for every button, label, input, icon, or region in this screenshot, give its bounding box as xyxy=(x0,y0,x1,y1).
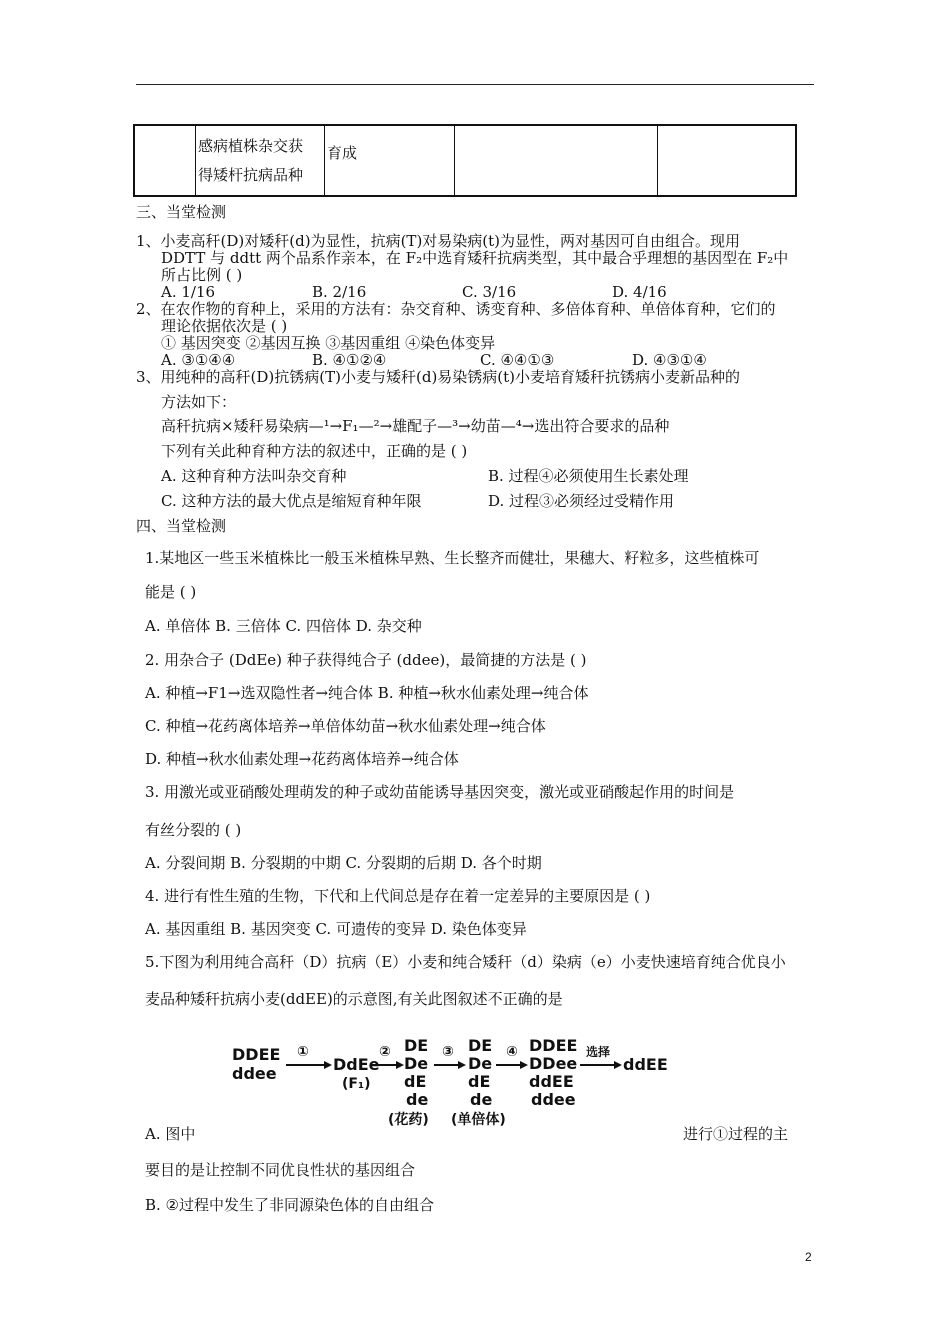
haploid-genotype: DE xyxy=(468,1036,493,1055)
option-c: C. ④④①③ xyxy=(480,351,555,369)
select-label: 选择 xyxy=(586,1045,611,1059)
question-text: 2、在农作物的育种上，采用的方法有：杂交育种、诱变育种、多倍体育种、单倍体育种，它们的 xyxy=(136,300,776,318)
question-text: 3. 用激光或亚硝酸处理萌发的种子或幼苗能诱导基因突变，激光或亚硝酸起作用的时间是 xyxy=(145,783,735,801)
options-line: A. 单倍体 B. 三倍体 C. 四倍体 D. 杂交种 xyxy=(145,617,422,635)
question-text: DDTT 与 ddtt 两个品系作亲本，在 F₂中选育矮秆抗病类型，其中最合乎理想的基因型在 F₂中 xyxy=(161,249,789,267)
haploid-genotype: De xyxy=(468,1054,493,1073)
parent-top: DDEE xyxy=(232,1045,281,1064)
arrow-4-head xyxy=(520,1061,528,1069)
result-genotype: ddEE xyxy=(623,1055,668,1074)
options-line: A. 种植→F1→选双隐性者→纯合体 B. 种植→秋水仙素处理→纯合体 xyxy=(145,684,589,702)
section-heading: 四、当堂检测 xyxy=(136,517,227,535)
option-b: B. ④①②④ xyxy=(312,351,387,369)
doubled-genotype: ddee xyxy=(531,1090,576,1109)
question-text: 能是 ( ) xyxy=(145,583,197,601)
haploid-genotype: dE xyxy=(468,1072,491,1091)
question-text: ① 基因突变 ②基因互换 ③基因重组 ④染色体变异 xyxy=(161,334,496,352)
section-heading: 三、当堂检测 xyxy=(136,203,227,221)
question-text: 5.下图为利用纯合高秆（D）抗病（E）小麦和纯合矮秆（d）染病（e）小麦快速培育纯合优良小 xyxy=(145,953,786,971)
options-line: D. 种植→秋水仙素处理→花药离体培养→纯合体 xyxy=(145,750,459,768)
option-a: A. 1/16 xyxy=(161,283,216,301)
parent-bottom: ddee xyxy=(232,1064,277,1083)
haploid-genotype: de xyxy=(470,1090,493,1109)
question-text: 1.某地区一些玉米植株比一般玉米植株早熟、生长整齐而健壮，果穗大、籽粒多，这些植株可 xyxy=(145,549,760,567)
question-text: 4. 进行有性生殖的生物，下代和上代间总是存在着一定差异的主要原因是 ( ) xyxy=(145,887,651,905)
doubled-genotype: DDEE xyxy=(529,1036,578,1055)
doubled-genotype: DDee xyxy=(529,1054,578,1073)
step-3-label: ③ xyxy=(442,1044,454,1060)
page-number: 2 xyxy=(805,1250,812,1264)
f1-genotype: DdEe xyxy=(333,1055,380,1074)
option-a-right: 进行①过程的主 xyxy=(683,1125,789,1143)
option-a: A. ③①④④ xyxy=(161,351,236,369)
pollen-label: (花药) xyxy=(388,1112,429,1128)
question-text: 1、小麦高秆(D)对矮秆(d)为显性，抗病(T)对易染病(t)为显性，两对基因可自由组合。现用 xyxy=(136,232,741,250)
step-2-label: ② xyxy=(379,1044,391,1060)
option-b: B. 2/16 xyxy=(312,283,367,301)
header-rule xyxy=(136,84,814,85)
question-text: 方法如下： xyxy=(161,393,237,411)
step-1-label: ① xyxy=(297,1044,309,1060)
question-text: 有丝分裂的 ( ) xyxy=(145,821,242,839)
option-d: D. 4/16 xyxy=(612,283,667,301)
option-b: B. 过程④必须使用生长素处理 xyxy=(488,467,689,485)
question-text: 3、用纯种的高秆(D)抗锈病(T)小麦与矮秆(d)易染锈病(t)小麦培育矮秆抗锈病小麦新品种的 xyxy=(136,368,741,386)
table-cell-empty xyxy=(134,125,196,196)
breeding-diagram xyxy=(228,1036,678,1128)
question-text: 2. 用杂合子 (DdEe) 种子获得纯合子 (ddee)，最简捷的方法是 ( ) xyxy=(145,651,587,669)
option-b: B. ②过程中发生了非同源染色体的自由组合 xyxy=(145,1196,435,1214)
arrow-5-head xyxy=(614,1061,622,1069)
option-c: C. 这种方法的最大优点是缩短育种年限 xyxy=(161,492,422,510)
option-a-cont: 要目的是让控制不同优良性状的基因组合 xyxy=(145,1161,416,1179)
continued-table xyxy=(133,124,797,197)
pollen-genotype: dE xyxy=(404,1072,427,1091)
pollen-genotype: De xyxy=(404,1054,429,1073)
arrow-1-head xyxy=(324,1061,332,1069)
options-line: A. 基因重组 B. 基因突变 C. 可遗传的变异 D. 染色体变异 xyxy=(145,920,527,938)
option-d: D. ④③①④ xyxy=(632,351,707,369)
arrow-3-head xyxy=(458,1061,466,1069)
option-a: A. 这种育种方法叫杂交育种 xyxy=(161,467,347,485)
question-text: 下列有关此种育种方法的叙述中，正确的是 ( ) xyxy=(161,442,468,460)
option-c: C. 3/16 xyxy=(462,283,517,301)
arrow-2-head xyxy=(396,1061,404,1069)
process-line: 高秆抗病×矮秆易染病—¹→F₁—²→雄配子—³→幼苗—⁴→选出符合要求的品种 xyxy=(161,417,670,435)
question-text: 所占比例 ( ) xyxy=(161,266,243,284)
options-line: C. 种植→花药离体培养→单倍体幼苗→秋水仙素处理→纯合体 xyxy=(145,717,546,735)
table-cell-line: 得矮杆抗病品种 xyxy=(198,165,304,184)
table-cell-empty xyxy=(455,125,658,196)
table-cell-method xyxy=(196,125,325,196)
options-line: A. 分裂间期 B. 分裂期的中期 C. 分裂期的后期 D. 各个时期 xyxy=(145,854,542,872)
table-cell-result: 育成 xyxy=(325,125,455,196)
pollen-genotype: de xyxy=(406,1090,429,1109)
table-cell-empty xyxy=(658,125,797,196)
option-a-left: A. 图中 xyxy=(145,1125,196,1143)
question-text: 麦品种矮秆抗病小麦(ddEE)的示意图,有关此图叙述不正确的是 xyxy=(145,990,563,1008)
table-cell-line: 感病植株杂交获 xyxy=(198,136,304,155)
f1-label: (F₁) xyxy=(342,1076,371,1092)
step-4-label: ④ xyxy=(506,1044,518,1060)
option-d: D. 过程③必须经过受精作用 xyxy=(488,492,675,510)
haploid-label: (单倍体) xyxy=(451,1112,506,1128)
pollen-genotype: DE xyxy=(404,1036,429,1055)
doubled-genotype: ddEE xyxy=(529,1072,574,1091)
question-text: 理论依据依次是 ( ) xyxy=(161,317,288,335)
